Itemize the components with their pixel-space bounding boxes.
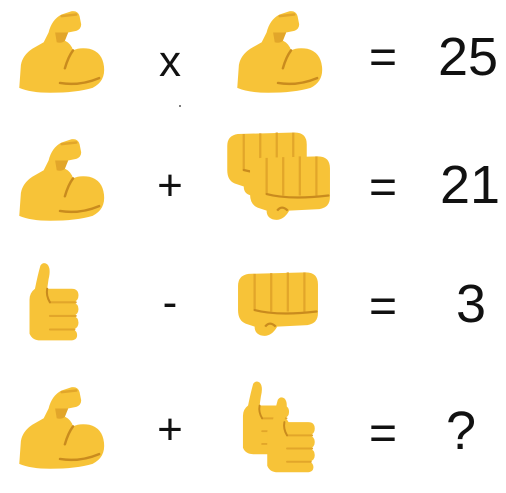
stray-dot (179, 105, 181, 107)
result-value: 3 (456, 274, 487, 334)
equals-sign: = (368, 161, 398, 214)
equals-sign: = (368, 280, 398, 333)
equation-row-2 (0, 120, 506, 230)
flexed-biceps-icon (10, 8, 110, 96)
thumbs-up-icon (20, 255, 88, 351)
thumbs-up-icon (258, 388, 324, 484)
flexed-biceps-icon (10, 136, 110, 224)
flexed-biceps-icon (228, 8, 328, 96)
equals-sign: = (368, 407, 398, 460)
fist-icon (244, 150, 336, 226)
fist-icon (232, 267, 324, 341)
operator-plus: + (157, 405, 183, 454)
equation-row-4 (0, 370, 506, 480)
equals-sign: = (368, 31, 398, 84)
equation-row-1 (0, 0, 506, 110)
flexed-biceps-icon (10, 384, 110, 472)
operator-plus: + (157, 161, 183, 210)
result-value: 25 (438, 27, 499, 87)
equation-row-3 (0, 245, 506, 355)
operator-minus: - (162, 278, 178, 327)
operator-multiply: x (159, 37, 181, 86)
answer-placeholder: ? (446, 401, 477, 461)
result-value: 21 (440, 155, 501, 215)
